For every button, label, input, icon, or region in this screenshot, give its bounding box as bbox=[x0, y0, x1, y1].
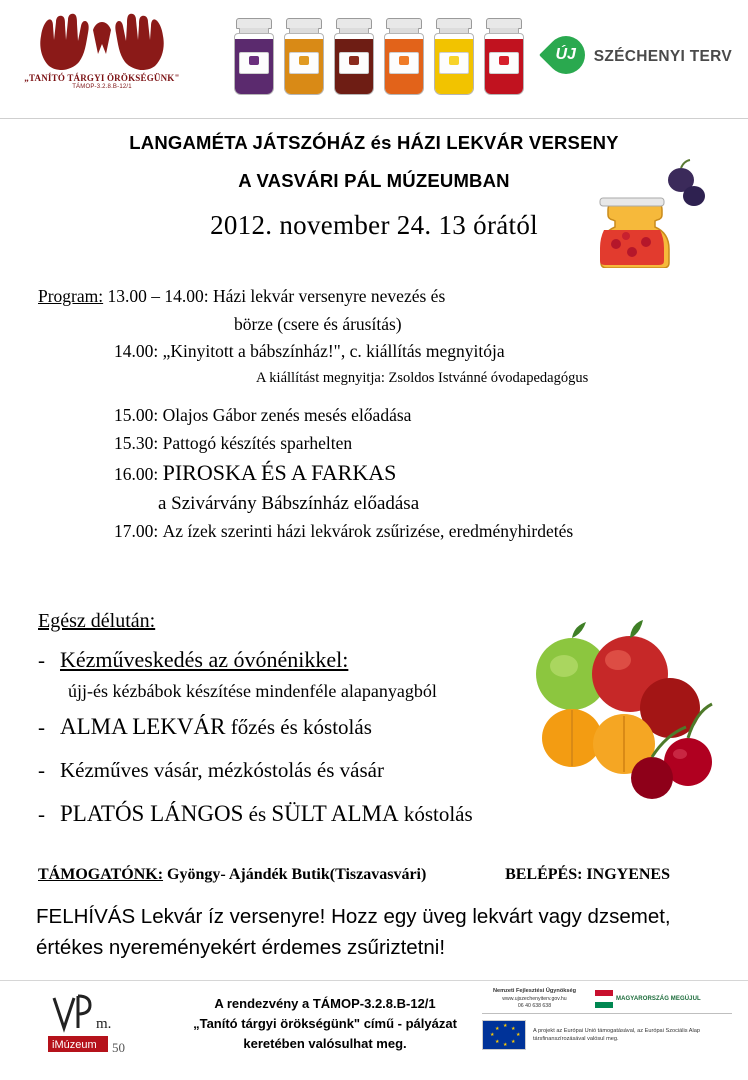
hands-logo bbox=[22, 10, 182, 90]
szechenyi-drop-icon bbox=[547, 36, 585, 78]
afternoon-item-0-sub: újj-és kézbábok készítése mindenféle alapanyagból bbox=[68, 681, 437, 701]
program-row bbox=[38, 432, 710, 453]
bullet-dash: - bbox=[38, 758, 45, 782]
afternoon-item-1 bbox=[38, 714, 598, 740]
afternoon-item-0 bbox=[38, 647, 598, 673]
two-hands-icon bbox=[27, 10, 177, 72]
program-text-3: A kiállítást megnyitja: Zsoldos Istvánné óvodapedagógus bbox=[256, 369, 589, 386]
program-row bbox=[38, 462, 710, 484]
program-text-0: Házi lekvár versenyre nevezés és bbox=[213, 286, 446, 306]
jar-darkred bbox=[332, 18, 376, 96]
afternoon-item-3-strong: PLATÓS LÁNGOS bbox=[60, 801, 244, 826]
afternoon-item-1-rest: főzés és kóstolás bbox=[225, 715, 372, 739]
eu-funding-note: A projekt az Európai Unió támogatásával, az Európai Szociális Alap társfinanszírozásával valósul meg. bbox=[533, 1027, 700, 1042]
entry-fee: BELÉPÉS: INGYENES bbox=[505, 866, 670, 883]
svg-text:m.: m. bbox=[96, 1016, 112, 1032]
title-line-1: LANGAMÉTA JÁTSZÓHÁZ és HÁZI LEKVÁR VERSENY bbox=[129, 132, 619, 153]
afternoon-section bbox=[38, 610, 598, 835]
afternoon-item-3-mid: és bbox=[243, 802, 272, 826]
nfu-logo bbox=[482, 988, 587, 1010]
jar-yellow bbox=[432, 18, 476, 96]
afternoon-item-2 bbox=[38, 758, 598, 783]
footer-text-line-0: A rendezvény a TÁMOP-3.2.8.B-12/1 bbox=[214, 996, 436, 1011]
eu-flag-icon: ★ ★ ★ ★ ★ ★ ★ ★ bbox=[482, 1020, 526, 1050]
hands-logo-line2: TÁMOP-3.2.8.B-12/1 bbox=[72, 84, 132, 90]
program-row bbox=[38, 313, 710, 334]
szechenyi-mark-text: ÚJ bbox=[555, 46, 576, 63]
bullet-dash: - bbox=[38, 715, 45, 739]
afternoon-item-3-rest: kóstolás bbox=[398, 802, 473, 826]
nfu-line-1: Nemzeti Fejlesztési Ügynökség bbox=[492, 988, 576, 994]
program-row bbox=[38, 407, 710, 425]
program-list bbox=[38, 288, 710, 551]
program-text-8: Az ízek szerinti házi lekvárok zsűrizése, eredményhirdetés bbox=[162, 521, 574, 541]
footer-text-line-1: „Tanító tárgyi örökségünk" című - pályázat bbox=[193, 1016, 457, 1032]
svg-text:iMúzeum: iMúzeum bbox=[52, 1039, 97, 1051]
jam-jars-row bbox=[232, 18, 526, 96]
program-text-2: „Kinyitott a bábszínház!", c. kiállítás megnyitója bbox=[162, 341, 505, 361]
jam-jar-illustration bbox=[586, 158, 706, 268]
afternoon-item-3 bbox=[38, 801, 598, 827]
program-text-5: Pattogó készítés sparhelten bbox=[162, 432, 353, 453]
program-text-1: börze (csere és árusítás) bbox=[234, 313, 402, 334]
fruit-illustration bbox=[520, 612, 734, 812]
footer-project-text bbox=[170, 994, 480, 1054]
program-label: Program: bbox=[38, 286, 104, 306]
afternoon-item-3-strong2: SÜLT ALMA bbox=[271, 801, 399, 826]
header-divider bbox=[0, 118, 748, 119]
afternoon-item-1-strong: ALMA LEKVÁR bbox=[60, 714, 226, 739]
program-text-7: a Szivárvány Bábszínház előadása bbox=[158, 493, 420, 514]
hungary-renews-text: MAGYARORSZÁG MEGÚJUL bbox=[616, 996, 701, 1002]
program-row bbox=[38, 371, 710, 386]
program-time-8: 17.00: bbox=[114, 521, 159, 541]
poster-footer bbox=[0, 980, 748, 1080]
program-text-4: Olajos Gábor zenés mesés előadása bbox=[162, 405, 412, 425]
bullet-dash: - bbox=[38, 648, 45, 672]
bullet-dash: - bbox=[38, 802, 45, 826]
hungary-flag-icon bbox=[595, 990, 613, 1008]
museum-logo bbox=[40, 988, 150, 1064]
callout-text: FELHÍVÁS Lekvár íz versenyre! Hozz egy üveg lekvárt vagy dzsemet, értékes nyereményekért érdemes zsűriztetni! bbox=[36, 905, 671, 959]
program-text-6: PIROSKA ÉS A FARKAS bbox=[162, 460, 397, 485]
szechenyi-terv-logo bbox=[547, 36, 732, 78]
title-line-2: A VASVÁRI PÁL MÚZEUMBAN bbox=[238, 170, 510, 191]
program-time-4: 15.00: bbox=[114, 405, 159, 425]
footer-text-line-2: keretében valósulhat meg. bbox=[243, 1036, 407, 1052]
nfu-line-2: www.ujszechenyiterv.gov.hu bbox=[502, 995, 567, 1002]
footer-divider bbox=[0, 980, 748, 981]
program-time-5: 15.30: bbox=[114, 432, 159, 453]
eu-funding-block bbox=[482, 988, 732, 1050]
program-time-2: 14.00: bbox=[114, 341, 159, 361]
svg-text:50: 50 bbox=[112, 1040, 125, 1055]
sponsor-value: Gyöngy- Ajándék Butik(Tiszavasvári) bbox=[167, 866, 427, 883]
afternoon-item-2-main: Kézműves vásár, mézkóstolás és vásár bbox=[60, 758, 384, 782]
program-row bbox=[38, 288, 710, 306]
jar-orange bbox=[382, 18, 426, 96]
sponsor-line bbox=[38, 866, 710, 884]
program-row bbox=[38, 523, 710, 541]
afternoon-item-0-main: Kézműveskedés az óvónénikkel: bbox=[60, 647, 349, 672]
jar-purple bbox=[232, 18, 276, 96]
program-time-6: 16.00: bbox=[114, 464, 159, 484]
jar-amber bbox=[282, 18, 326, 96]
poster-header bbox=[0, 0, 748, 118]
program-time-0: 13.00 – 14.00: bbox=[107, 286, 209, 306]
jar-red bbox=[482, 18, 526, 96]
hungary-renews-logo bbox=[595, 988, 705, 1010]
afternoon-heading: Egész délután: bbox=[38, 610, 156, 632]
title-line-3-date: 2012. november 24. 13 órától bbox=[210, 210, 538, 240]
hands-logo-line1: „TANÍTÓ TÁRGYI ÖRÖKSÉGÜNK" bbox=[24, 73, 180, 83]
sponsor-label: TÁMOGATÓNK: bbox=[38, 866, 164, 883]
program-row bbox=[38, 343, 710, 361]
szechenyi-label: SZÉCHENYI TERV bbox=[593, 48, 732, 65]
nfu-line-3: 06 40 638 638 bbox=[517, 1002, 552, 1009]
program-row bbox=[38, 494, 710, 513]
